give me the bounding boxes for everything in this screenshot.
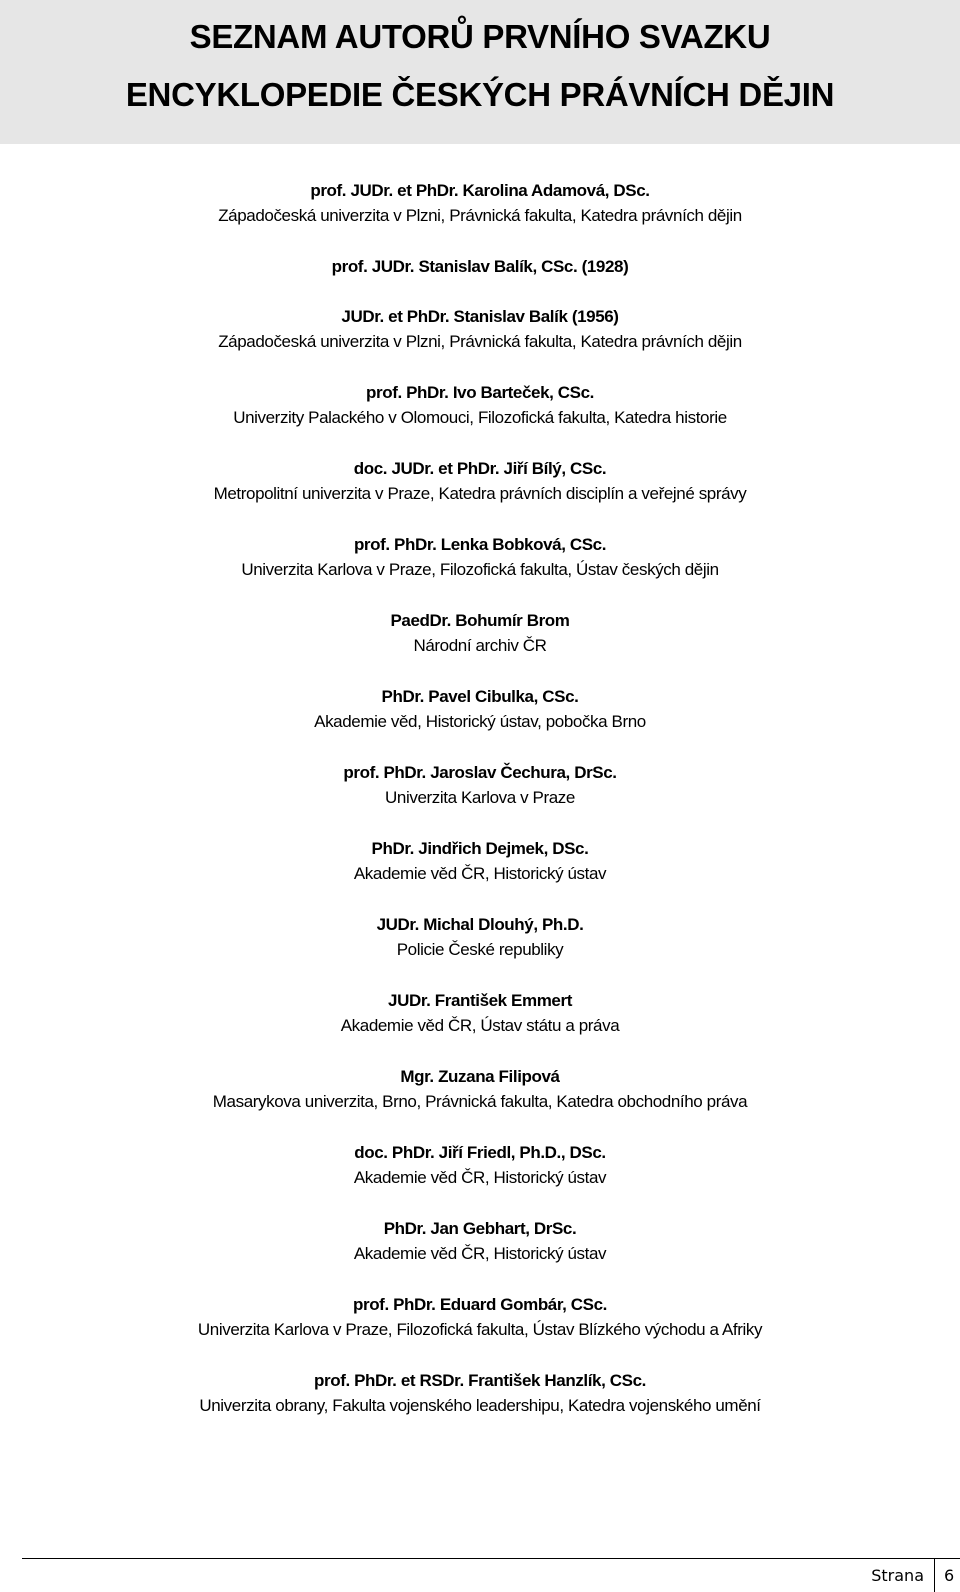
page-title-line-1: SEZNAM AUTORŮ PRVNÍHO SVAZKU [189, 18, 771, 55]
author-entry [0, 760, 960, 836]
author-entry [0, 836, 960, 912]
author-affiliation: Západočeská univerzita v Plzni, Právnická fakulta, Katedra právních dějin [218, 332, 742, 351]
author-name: doc. JUDr. et PhDr. Jiří Bílý, CSc. [353, 459, 607, 478]
author-affiliation: Národní archiv ČR [413, 636, 547, 655]
author-name: prof. JUDr. et PhDr. Karolina Adamová, DSc. [310, 181, 650, 200]
author-entry [0, 988, 960, 1064]
author-entry [0, 912, 960, 988]
author-affiliation: Univerzita Karlova v Praze, Filozofická fakulta, Ústav Blízkého východu a Afriky [197, 1320, 763, 1339]
footer-divider [22, 1558, 960, 1559]
author-name: prof. PhDr. Jaroslav Čechura, DrSc. [343, 763, 617, 782]
author-entry [0, 380, 960, 456]
footer-separator [934, 1559, 935, 1592]
page-label: Strana [871, 1566, 924, 1585]
author-name: PhDr. Jindřich Dejmek, DSc. [371, 839, 589, 858]
page-number: 6 [944, 1566, 955, 1585]
author-entry [0, 1368, 960, 1444]
author-affiliation: Akademie věd ČR, Historický ústav [353, 1244, 607, 1263]
page-title-line-2: ENCYKLOPEDIE ČESKÝCH PRÁVNÍCH DĚJIN [125, 76, 835, 113]
author-list [0, 178, 960, 1444]
author-name: prof. PhDr. Lenka Bobková, CSc. [353, 535, 607, 554]
author-entry [0, 684, 960, 760]
author-name: prof. PhDr. Eduard Gombár, CSc. [353, 1295, 607, 1314]
author-entry [0, 456, 960, 532]
author-name: JUDr. Michal Dlouhý, Ph.D. [376, 915, 584, 934]
author-name: PaedDr. Bohumír Brom [390, 611, 570, 630]
author-entry [0, 532, 960, 608]
author-affiliation: Západočeská univerzita v Plzni, Právnická fakulta, Katedra právních dějin [218, 206, 742, 225]
author-affiliation: Metropolitní univerzita v Praze, Katedra právních disciplín a veřejné správy [213, 484, 747, 503]
author-name: Mgr. Zuzana Filipová [400, 1067, 560, 1086]
author-name: JUDr. František Emmert [388, 991, 572, 1010]
author-entry [0, 1064, 960, 1140]
author-affiliation: Policie České republiky [396, 940, 564, 959]
author-name: PhDr. Pavel Cibulka, CSc. [381, 687, 579, 706]
author-entry [0, 254, 960, 304]
author-entry [0, 608, 960, 684]
author-name: PhDr. Jan Gebhart, DrSc. [383, 1219, 577, 1238]
author-name: prof. PhDr. et RSDr. František Hanzlík, CSc. [314, 1371, 646, 1390]
author-entry [0, 1140, 960, 1216]
author-name: doc. PhDr. Jiří Friedl, Ph.D., DSc. [354, 1143, 606, 1162]
author-affiliation: Univerzita Karlova v Praze, Filozofická fakulta, Ústav českých dějin [241, 560, 719, 579]
author-entry [0, 304, 960, 380]
author-affiliation: Akademie věd ČR, Ústav státu a práva [340, 1016, 620, 1035]
author-affiliation: Masarykova univerzita, Brno, Právnická fakulta, Katedra obchodního práva [212, 1092, 748, 1111]
author-affiliation: Akademie věd ČR, Historický ústav [353, 1168, 607, 1187]
author-affiliation: Univerzity Palackého v Olomouci, Filozofická fakulta, Katedra historie [233, 408, 727, 427]
author-entry [0, 1292, 960, 1368]
author-name: JUDr. et PhDr. Stanislav Balík (1956) [341, 307, 619, 326]
author-entry [0, 178, 960, 254]
author-affiliation: Akademie věd ČR, Historický ústav [353, 864, 607, 883]
author-affiliation: Univerzita obrany, Fakulta vojenského leadershipu, Katedra vojenského umění [199, 1396, 761, 1415]
author-name: prof. JUDr. Stanislav Balík, CSc. (1928) [331, 257, 629, 276]
author-affiliation: Akademie věd, Historický ústav, pobočka Brno [314, 712, 646, 731]
author-entry [0, 1216, 960, 1292]
author-name: prof. PhDr. Ivo Barteček, CSc. [366, 383, 594, 402]
author-affiliation: Univerzita Karlova v Praze [385, 788, 575, 807]
title-band [0, 0, 960, 144]
